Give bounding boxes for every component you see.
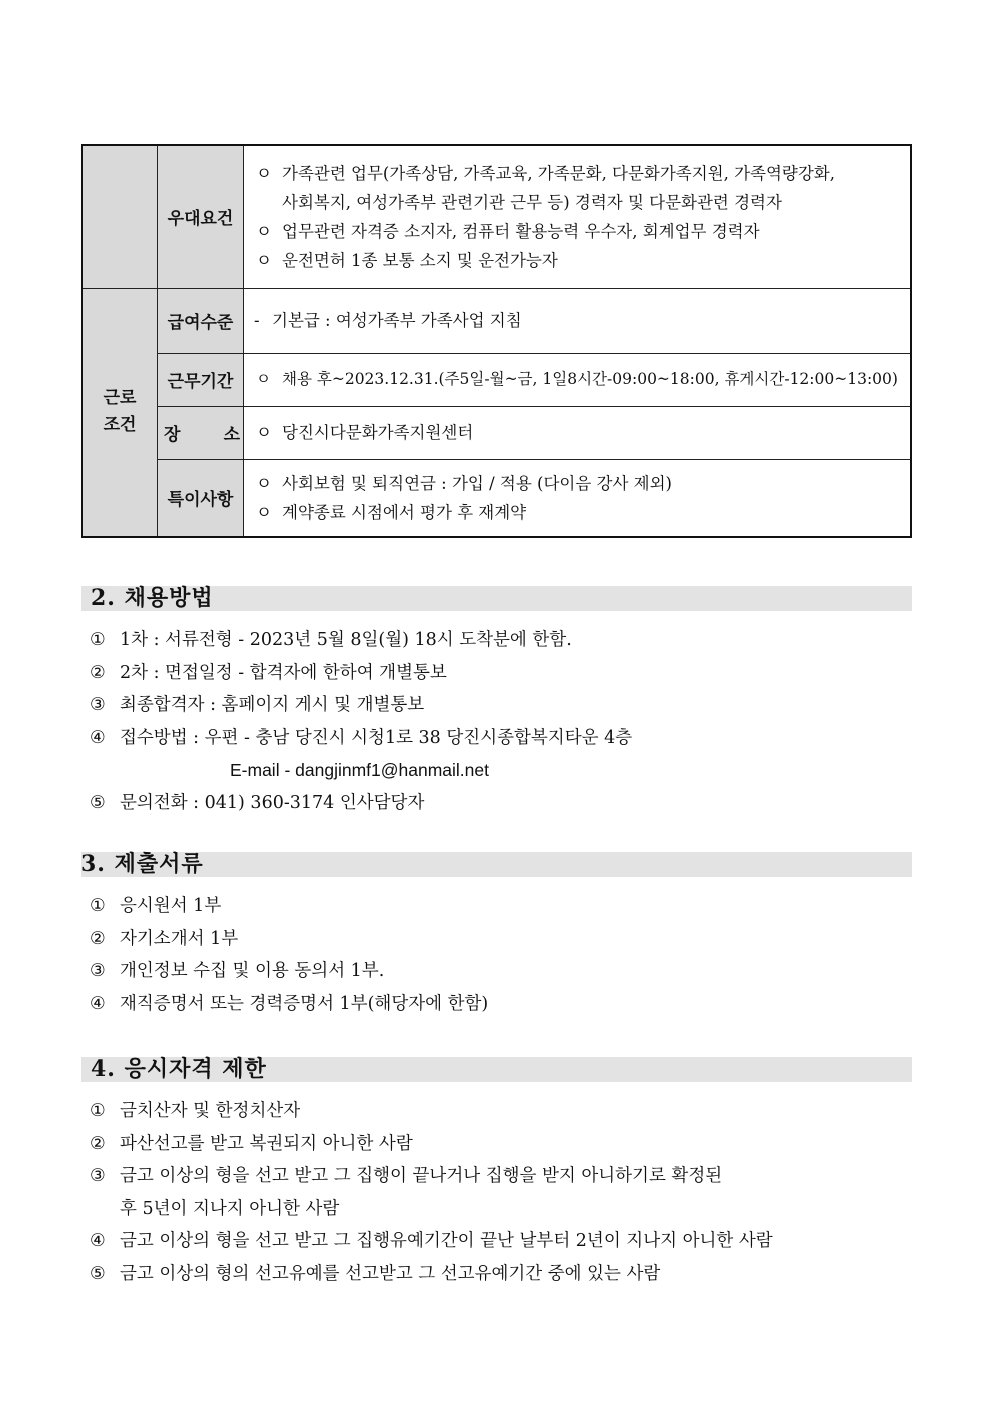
item-number: ③ bbox=[90, 961, 106, 981]
section-heading-recruitment bbox=[81, 586, 912, 611]
list-item bbox=[90, 923, 900, 956]
item-text: 2차 : 면접일정 - 합격자에 한하여 개별통보 bbox=[120, 662, 447, 683]
item-text: 금고 이상의 형을 선고 받고 그 집행유예기간이 끝난 날부터 2년이 지나지 아니한 사람 bbox=[120, 1231, 773, 1251]
item-text: 문의전화 : 041) 360-3174 인사담당자 bbox=[120, 792, 425, 813]
list-item bbox=[256, 159, 904, 188]
table-row-special bbox=[82, 459, 911, 537]
item-number: ② bbox=[90, 662, 106, 683]
dash: - bbox=[254, 311, 260, 330]
bullet: ㅇ bbox=[256, 423, 272, 442]
content-salary bbox=[244, 288, 912, 353]
item-number: ③ bbox=[90, 695, 106, 715]
bullet: ㅇ bbox=[256, 163, 272, 183]
documents-list bbox=[90, 890, 900, 1020]
list-item bbox=[90, 1258, 900, 1291]
item-text: 사회보험 및 퇴직연금 : 가입 / 적용 (다이음 강사 제외) bbox=[282, 473, 672, 493]
item-text: 재직증명서 또는 경력증명서 1부(해당자에 한함) bbox=[120, 993, 489, 1014]
table-row-period bbox=[82, 353, 911, 406]
content-preference bbox=[244, 145, 912, 288]
list-item-cont bbox=[256, 188, 904, 217]
item-number: ④ bbox=[90, 1231, 106, 1251]
list-item bbox=[90, 890, 900, 923]
item-number: ⑤ bbox=[90, 1263, 106, 1284]
bullet: ㅇ bbox=[256, 370, 271, 388]
recruitment-list bbox=[90, 624, 900, 819]
item-number: ③ bbox=[90, 1166, 106, 1186]
item-text: 당진시다문화가족지원센터 bbox=[282, 423, 474, 442]
item-text: 금고 이상의 형을 선고 받고 그 집행이 끝나거나 집행을 받지 아니하기로 확정된 bbox=[120, 1166, 723, 1186]
list-item bbox=[90, 988, 900, 1021]
list-item bbox=[256, 217, 904, 246]
item-text: 기본급 : 여성가족부 가족사업 지침 bbox=[272, 311, 522, 330]
table-row-place bbox=[82, 406, 911, 459]
item-number: ① bbox=[90, 630, 106, 650]
item-number: ④ bbox=[90, 993, 106, 1014]
list-item bbox=[90, 624, 900, 657]
section-heading-documents bbox=[81, 852, 912, 877]
group-cell-empty bbox=[82, 145, 158, 288]
label-place: 장 소 bbox=[158, 406, 244, 459]
item-text: 금치산자 및 한정치산자 bbox=[120, 1101, 301, 1121]
item-text: 후 5년이 지나지 아니한 사람 bbox=[120, 1198, 340, 1219]
list-item bbox=[90, 1128, 900, 1161]
section-title: 2. 채용방법 bbox=[91, 585, 214, 611]
email-line bbox=[90, 754, 900, 787]
label-salary: 급여수준 bbox=[158, 288, 244, 353]
list-item bbox=[256, 246, 904, 275]
list-item bbox=[90, 1160, 900, 1193]
item-number: ⑤ bbox=[90, 792, 106, 813]
label-special: 특이사항 bbox=[158, 459, 244, 537]
item-text: 1차 : 서류전형 - 2023년 5월 8일(월) 18시 도착분에 한함. bbox=[120, 630, 572, 650]
conditions-table bbox=[81, 144, 912, 538]
restrictions-list bbox=[90, 1095, 900, 1290]
table-row-preference bbox=[82, 145, 911, 288]
group-label-line2: 조건 bbox=[103, 415, 137, 436]
list-item bbox=[90, 689, 900, 722]
item-number: ④ bbox=[90, 727, 106, 748]
section-heading-restrictions bbox=[81, 1057, 912, 1082]
list-item bbox=[90, 787, 900, 820]
label-preference: 우대요건 bbox=[158, 145, 244, 288]
item-number: ② bbox=[90, 928, 106, 949]
content-period bbox=[244, 353, 912, 406]
list-item bbox=[90, 1095, 900, 1128]
bullet: ㅇ bbox=[256, 473, 272, 493]
bullet: ㅇ bbox=[256, 250, 272, 270]
item-text: 가족관련 업무(가족상담, 가족교육, 가족문화, 다문화가족지원, 가족역량강화, bbox=[282, 163, 835, 183]
list-item bbox=[90, 955, 900, 988]
item-text: 채용 후~2023.12.31.(주5일-월~금, 1일8시간-09:00~18:00, 휴게시간-12:00~13:00) bbox=[282, 370, 898, 388]
item-text: 개인정보 수집 및 이용 동의서 1부. bbox=[120, 961, 385, 981]
item-number: ② bbox=[90, 1133, 106, 1154]
item-text: 접수방법 : 우편 - 충남 당진시 시청1로 38 당진시종합복지타운 4층 bbox=[120, 727, 633, 748]
content-special bbox=[244, 459, 912, 537]
item-text: 계약종료 시점에서 평가 후 재계약 bbox=[282, 502, 527, 522]
item-number: ① bbox=[90, 1101, 106, 1121]
item-number: ① bbox=[90, 896, 106, 916]
item-text: 응시원서 1부 bbox=[120, 896, 222, 916]
group-cell-work-conditions bbox=[82, 288, 158, 537]
content-place bbox=[244, 406, 912, 459]
item-text: 최종합격자 : 홈페이지 게시 및 개별통보 bbox=[120, 695, 425, 715]
section-title: 3. 제출서류 bbox=[81, 851, 204, 877]
table-row-salary bbox=[82, 288, 911, 353]
label-period: 근무기간 bbox=[158, 353, 244, 406]
item-text: 자기소개서 1부 bbox=[120, 928, 239, 949]
list-item bbox=[90, 657, 900, 690]
item-text: 사회복지, 여성가족부 관련기관 근무 등) 경력자 및 다문화관련 경력자 bbox=[282, 192, 782, 212]
bullet: ㅇ bbox=[256, 221, 272, 241]
group-label-line1: 근로 bbox=[103, 388, 137, 409]
item-text: E-mail - dangjinmf1@hanmail.net bbox=[230, 760, 489, 780]
list-item bbox=[90, 722, 900, 755]
item-text: 파산선고를 받고 복권되지 아니한 사람 bbox=[120, 1133, 413, 1154]
list-item bbox=[90, 1225, 900, 1258]
bullet: ㅇ bbox=[256, 502, 272, 522]
item-text: 운전면허 1종 보통 소지 및 운전가능자 bbox=[282, 250, 558, 270]
item-text: 금고 이상의 형의 선고유예를 선고받고 그 선고유예기간 중에 있는 사람 bbox=[120, 1263, 661, 1284]
section-title: 4. 응시자격 제한 bbox=[91, 1056, 267, 1082]
item-text: 업무관련 자격증 소지자, 컴퓨터 활용능력 우수자, 회계업무 경력자 bbox=[282, 221, 760, 241]
list-item-cont bbox=[90, 1193, 900, 1226]
